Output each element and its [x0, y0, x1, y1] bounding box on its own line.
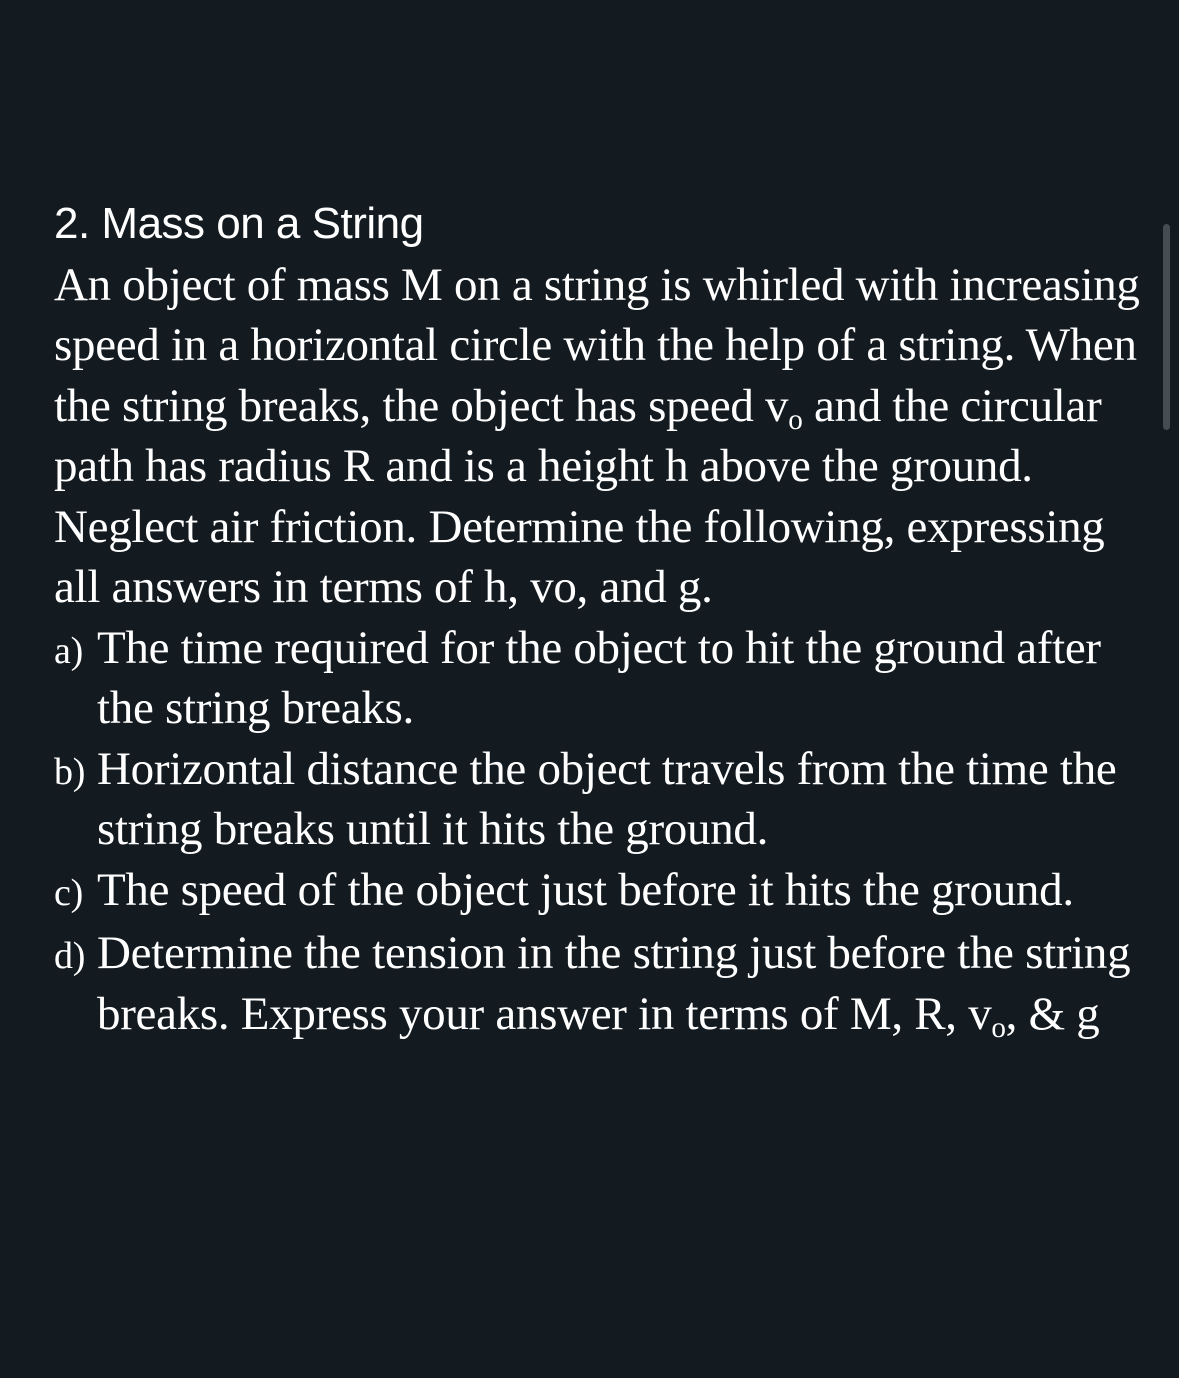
problem-title: 2. Mass on a String: [54, 199, 424, 248]
question-text-c: The speed of the object just before it hits the ground.: [97, 863, 1074, 916]
question-text-d: [97, 923, 1144, 1044]
problem-content: [54, 194, 1144, 1044]
question-item-a: [54, 618, 1144, 739]
vertical-scrollbar[interactable]: [1163, 224, 1170, 430]
statement-text-2: and the circular path has radius R and is a height h above the ground. Neglect air friction. Determine the following, expressing all answers in terms of h, vo, and g.: [54, 379, 1105, 613]
question-text-a: The time required for the object to hit the ground after the string breaks.: [97, 621, 1101, 734]
question-item-c: [54, 860, 1144, 924]
question-marker-b: b): [54, 750, 86, 793]
question-marker-a: a): [54, 629, 83, 672]
statement-text-1: An object of mass M on a string is whirled with increasing speed in a horizontal circle with the help of a string. When the string breaks, the object has speed v: [54, 258, 1140, 432]
question-list: [54, 618, 1144, 1045]
question-text-b: Horizontal distance the object travels from the time the string breaks until it hits the ground.: [97, 742, 1117, 855]
question-item-d: [54, 923, 1144, 1044]
question-item-b: [54, 739, 1144, 860]
question-text-d-1: Determine the tension in the string just before the string breaks. Express your answer in terms of M, R, v: [97, 927, 1131, 1040]
statement-subscript: o: [788, 403, 803, 436]
question-text-d-2: , & g: [1005, 987, 1100, 1040]
problem-statement: [54, 255, 1144, 618]
question-text-d-subscript: o: [991, 1011, 1006, 1044]
question-marker-c: c): [54, 871, 83, 914]
question-marker-d: d): [54, 935, 86, 977]
